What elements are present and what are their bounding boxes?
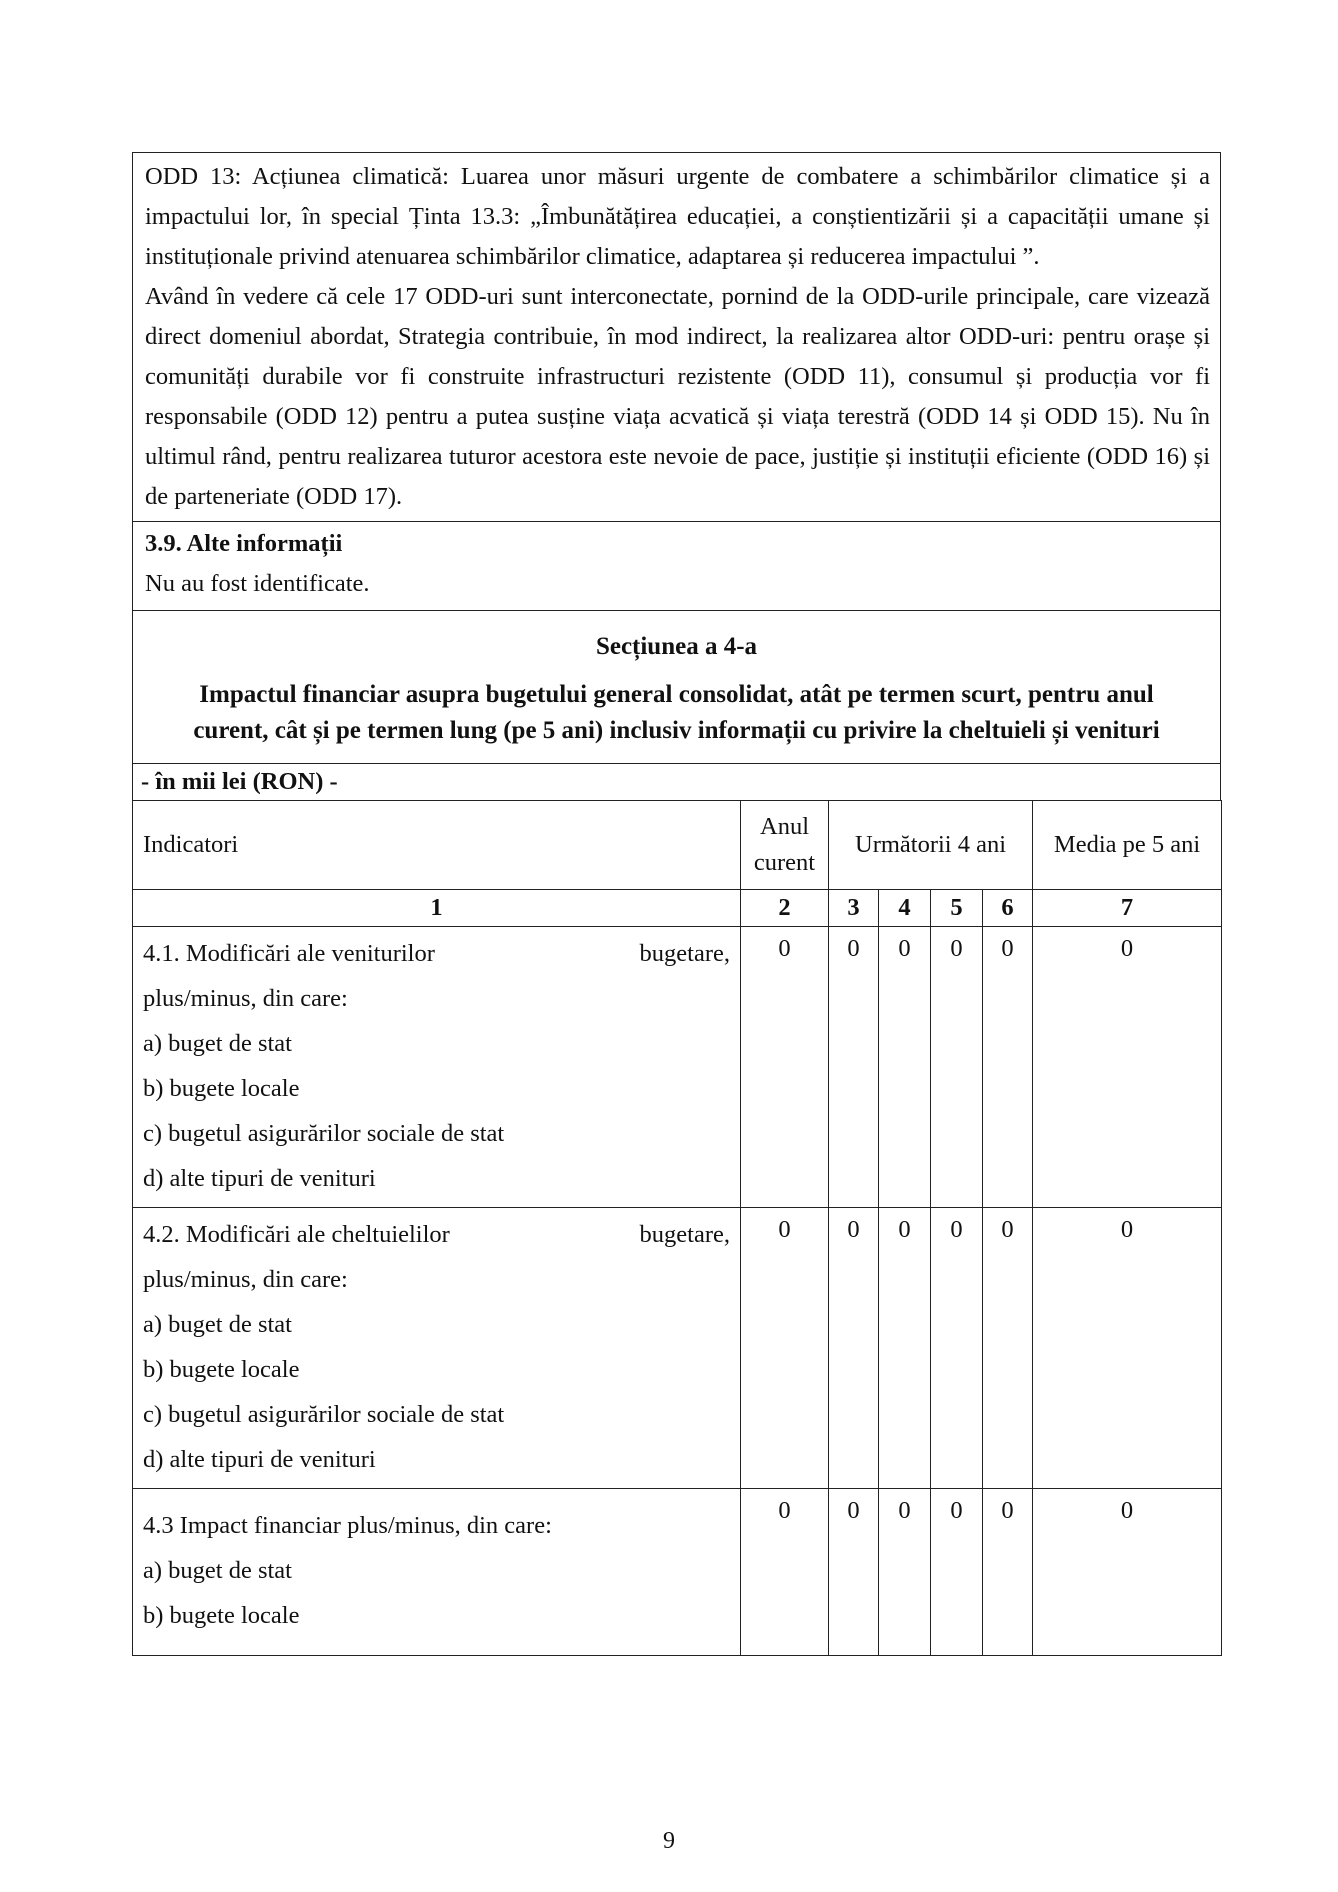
row-line: c) bugetul asigurărilor sociale de stat [143, 1401, 505, 1428]
other-info-heading: 3.9. Alte informații [145, 530, 343, 557]
row-line: plus/minus, din care: [143, 985, 348, 1012]
column-number: 7 [1033, 890, 1222, 927]
page-number: 9 [663, 1828, 675, 1854]
table-header-row [133, 801, 1222, 890]
value-cell: 0 [879, 1489, 931, 1656]
value-cell: 0 [741, 1208, 829, 1489]
document-page [132, 152, 1221, 1656]
row-line: d) alte tipuri de venituri [143, 1446, 376, 1473]
table-row [133, 927, 1222, 1208]
value-cell: 0 [983, 927, 1033, 1208]
current-year-header: Anul curent [741, 801, 829, 890]
row-line: a) buget de stat [143, 1030, 292, 1057]
row-label-revenues [133, 927, 741, 1208]
column-number: 4 [879, 890, 931, 927]
row-line: a) buget de stat [143, 1557, 292, 1584]
row-line: b) bugete locale [143, 1356, 300, 1383]
unit-label: - în mii lei (RON) - [132, 763, 1221, 800]
table-row [133, 1208, 1222, 1489]
column-number: 6 [983, 890, 1033, 927]
section4-title: Impactul financiar asupra bugetului general consolidat, atât pe termen scurt, pentru anul curent, cât și pe termen lung (pe 5 ani) inclusiv informații cu privire la cheltuieli și venituri [193, 681, 1160, 744]
value-cell: 0 [741, 1489, 829, 1656]
row-label-start: 4.1. Modificări ale veniturilor [143, 940, 435, 967]
row-line: plus/minus, din care: [143, 1266, 348, 1293]
row-line: c) bugetul asigurărilor sociale de stat [143, 1120, 505, 1147]
next-years-header: Următorii 4 ani [829, 801, 1033, 890]
value-cell: 0 [1033, 927, 1222, 1208]
interconnected-sdg-paragraph: Având în vedere că cele 17 ODD-uri sunt interconectate, pornind de la ODD-urile principale, care vizează direct domeniul abordat, Strategia contribuie, în mod indirect, la realizarea altor ODD-uri: pentru orașe și comunități durabile vor fi construite infrastructuri rezistente (ODD 11), consumul și producția vor fi responsabile (ODD 12) pentru a putea susține viața acvatică și viața terestră (ODD 14 și ODD 15). Nu în ultimul rând, pentru realizarea tuturor acestora este nevoie de pace, justiție și instituții eficiente (ODD 16) și de parteneriate (ODD 17). [145, 283, 1210, 510]
value-cell: 0 [931, 927, 983, 1208]
row-line: d) alte tipuri de venituri [143, 1165, 376, 1192]
value-cell: 0 [931, 1489, 983, 1656]
sdg13-paragraph: ODD 13: Acțiunea climatică: Luarea unor măsuri urgente de combatere a schimbărilor climatice și a impactului lor, în special Ținta 13.3: „Îmbunătățirea educației, a conștientizării și a capacității umane și instituționale privind atenuarea schimbărilor climatice, adaptarea și reducerea impactului ”. [145, 163, 1210, 270]
value-cell: 0 [829, 927, 879, 1208]
value-cell: 0 [741, 927, 829, 1208]
column-number: 5 [931, 890, 983, 927]
column-number: 1 [133, 890, 741, 927]
value-cell: 0 [983, 1489, 1033, 1656]
column-number: 3 [829, 890, 879, 927]
column-number-row [133, 890, 1222, 927]
value-cell: 0 [931, 1208, 983, 1489]
value-cell: 0 [1033, 1208, 1222, 1489]
row-line: a) buget de stat [143, 1311, 292, 1338]
sdg-paragraphs [132, 152, 1221, 521]
value-cell: 0 [983, 1208, 1033, 1489]
row-label-end: bugetare, [639, 940, 730, 967]
indicators-header: Indicatori [133, 801, 741, 890]
row-line: b) bugete locale [143, 1602, 300, 1629]
other-info-text: Nu au fost identificate. [145, 570, 370, 597]
row-label-financial-impact [133, 1489, 741, 1656]
row-label-start: 4.3 Impact financiar plus/minus, din care: [143, 1512, 552, 1539]
value-cell: 0 [879, 927, 931, 1208]
value-cell: 0 [829, 1489, 879, 1656]
average-header: Media pe 5 ani [1033, 801, 1222, 890]
value-cell: 0 [1033, 1489, 1222, 1656]
value-cell: 0 [879, 1208, 931, 1489]
other-info-section [132, 521, 1221, 610]
value-cell: 0 [829, 1208, 879, 1489]
section4-heading: Secțiunea a 4-a [595, 633, 758, 660]
financial-impact-table [132, 800, 1222, 1656]
row-label-start: 4.2. Modificări ale cheltuielilor [143, 1221, 450, 1248]
row-label-expenditures [133, 1208, 741, 1489]
table-row [133, 1489, 1222, 1656]
section4-title-block [132, 610, 1221, 763]
column-number: 2 [741, 890, 829, 927]
row-label-end: bugetare, [639, 1221, 730, 1248]
row-line: b) bugete locale [143, 1075, 300, 1102]
